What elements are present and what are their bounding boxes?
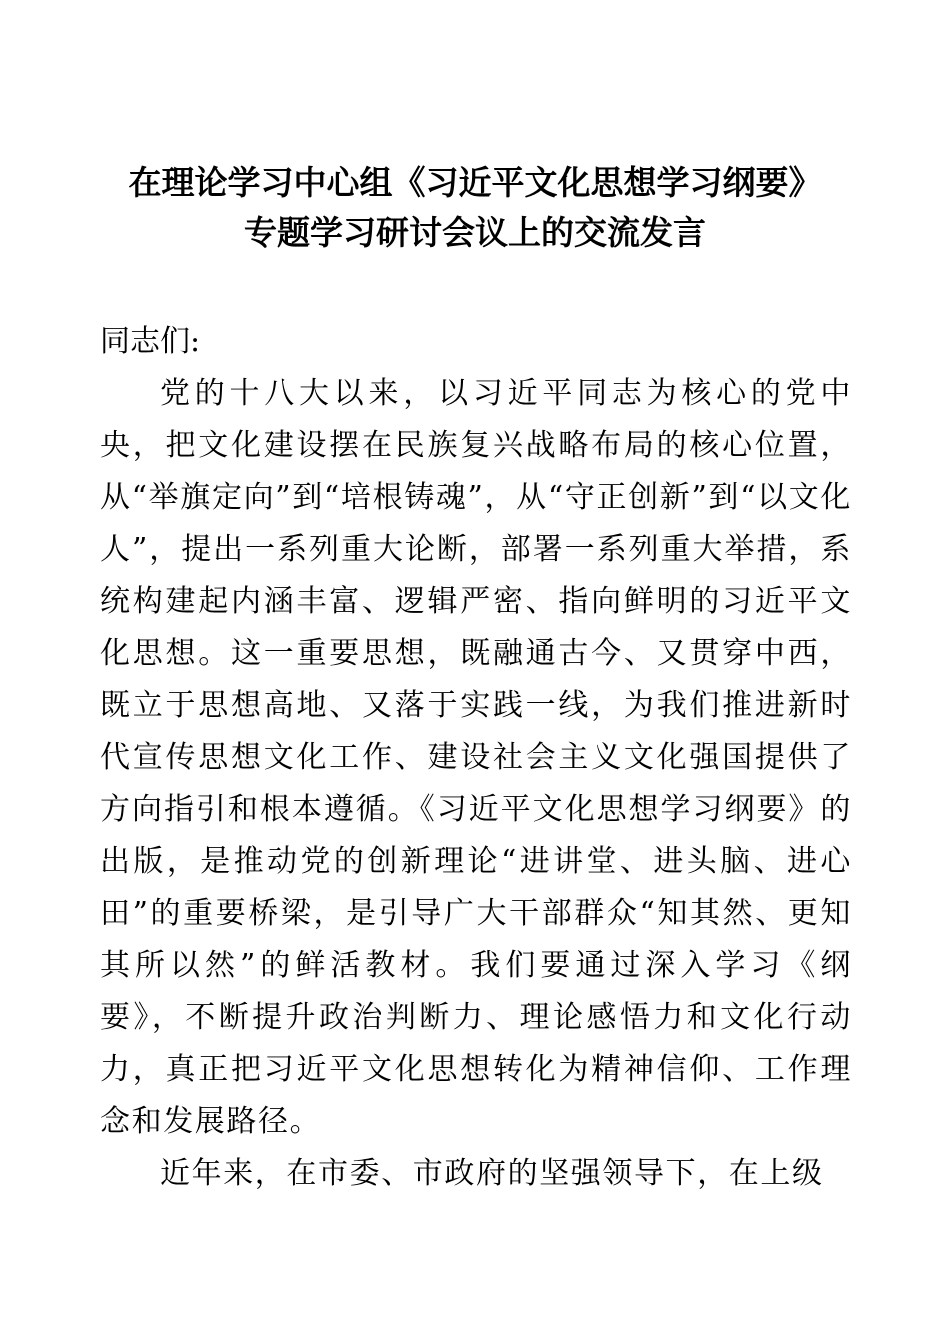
- title-line-2: 专题学习研讨会议上的交流发言: [244, 213, 706, 252]
- document-title: [60, 158, 890, 258]
- document-body: [100, 316, 852, 1200]
- paragraph-1: 党的十八大以来，以习近平同志为核心的党中央，把文化建设摆在民族复兴战略布局的核心位置，从“举旗定向”到“培根铸魂”，从“守正创新”到“以文化人”，提出一系列重大论断，部署一系列重大举措，系统构建起内涵丰富、逻辑严密、指向鲜明的习近平文化思想。这一重要思想，既融通古今、又贯穿中西，既立于思想高地、又落于实践一线，为我们推进新时代宣传思想文化工作、建设社会主义文化强国提供了方向指引和根本遵循。《习近平文化思想学习纲要》的出版，是推动党的创新理论“进讲堂、进头脑、进心田”的重要桥梁，是引导广大干部群众“知其然、更知其所以然”的鲜活教材。我们要通过深入学习《纲要》，不断提升政治判断力、理论感悟力和文化行动力，真正把习近平文化思想转化为精神信仰、工作理念和发展路径。: [100, 376, 852, 1139]
- salutation: 同志们:: [100, 324, 201, 359]
- paragraph-2: 近年来，在市委、市政府的坚强领导下，在上级: [160, 1156, 824, 1191]
- title-line-1: 在理论学习中心组《习近平文化思想学习纲要》: [128, 163, 822, 202]
